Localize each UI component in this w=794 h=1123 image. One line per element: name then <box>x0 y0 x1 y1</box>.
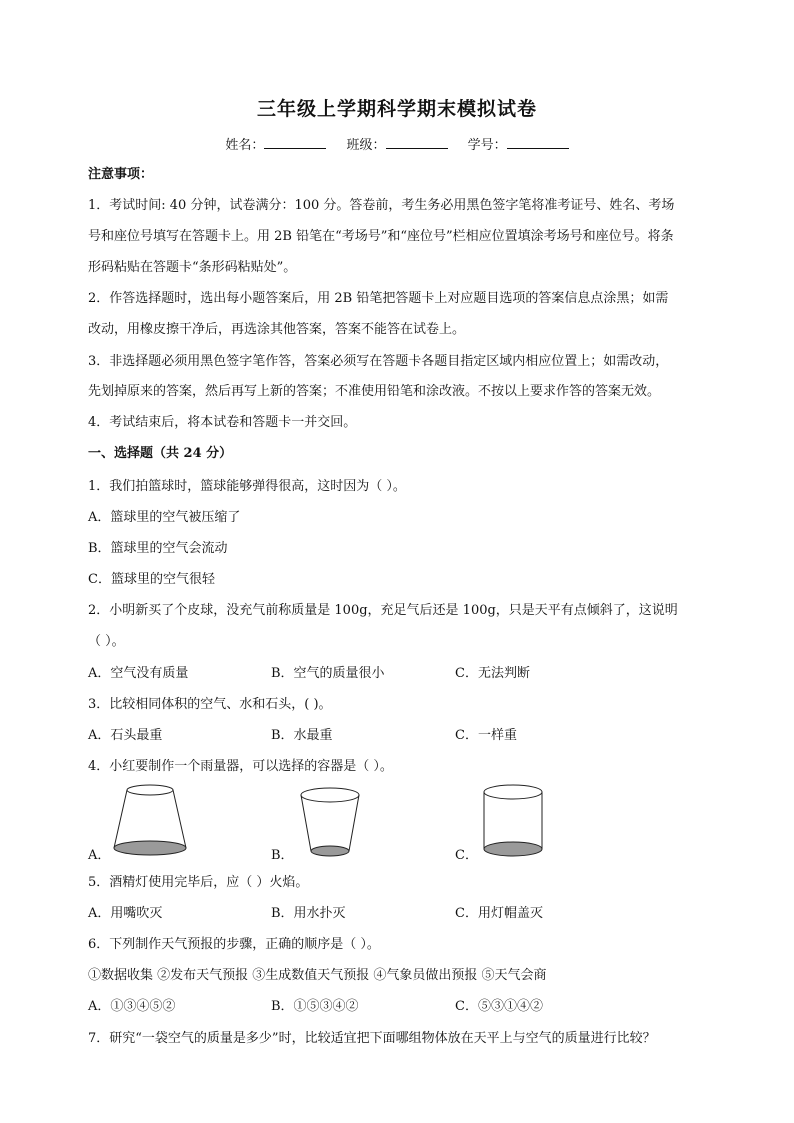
question-5-stem: 5．酒精灯使用完毕后，应（ ）火焰。 <box>88 875 309 890</box>
question-1-option-c: C．篮球里的空气很轻 <box>88 572 215 587</box>
question-2-option-c: C．无法判断 <box>455 666 530 681</box>
question-6-stem: 6．下列制作天气预报的步骤，正确的顺序是（ ）。 <box>88 937 380 952</box>
question-2-stem: 2．小明新买了个皮球，没充气前称质量是 100g，充足气后还是 100g，只是天平有点倾斜了，这说明 <box>88 603 678 618</box>
question-5-option-b: B．用水扑灭 <box>271 906 346 921</box>
notes-line: 4．考试结束后，将本试卷和答题卡一并交回。 <box>88 415 357 430</box>
name-label: 姓名： <box>225 138 265 153</box>
name-blank[interactable] <box>264 136 326 149</box>
id-label: 学号： <box>467 138 507 153</box>
question-4-option-a: A． <box>88 848 111 863</box>
question-3-option-c: C．一样重 <box>455 728 517 743</box>
question-3-option-a: A．石头最重 <box>88 728 163 743</box>
student-info-row <box>0 134 794 153</box>
question-1-option-a: A．篮球里的空气被压缩了 <box>88 510 241 525</box>
question-6-option-c: C．⑤③①④② <box>455 999 543 1014</box>
page-title: 三年级上学期科学期末模拟试卷 <box>256 98 537 120</box>
question-4-option-b: B． <box>271 848 294 863</box>
question-6-steps: ①数据收集 ②发布天气预报 ③生成数值天气预报 ④气象员做出预报 ⑤天气会商 <box>88 968 547 983</box>
question-1-option-b: B．篮球里的空气会流动 <box>88 541 228 556</box>
container-b-image <box>298 786 362 862</box>
question-7-stem: 7．研究“一袋空气的质量是多少”时，比较适宜把下面哪组物体放在天平上与空气的质量进行比较？ <box>88 1031 656 1046</box>
class-label: 班级： <box>346 138 386 153</box>
notes-line: 3．非选择题必须用黑色签字笔作答，答案必须写在答题卡各题目指定区域内相应位置上；如需改动， <box>88 354 669 369</box>
notes-line: 改动，用橡皮擦干净后，再选涂其他答案，答案不能答在试卷上。 <box>88 322 466 337</box>
question-5-option-c: C．用灯帽盖灭 <box>455 906 543 921</box>
question-4-stem: 4．小红要制作一个雨量器，可以选择的容器是（ ）。 <box>88 759 393 774</box>
notes-line: 1．考试时间: 40 分钟，试卷满分：100 分。答卷前，考生务必用黑色签字笔将准考证号、姓名、考场 <box>88 198 675 213</box>
section-heading: 一、选择题（共 24 分） <box>88 446 233 461</box>
notes-line: 形码粘贴在答题卡“条形码粘贴处”。 <box>88 260 297 275</box>
id-blank[interactable] <box>507 136 569 149</box>
question-2-option-a: A．空气没有质量 <box>88 666 189 681</box>
question-4-option-c: C． <box>455 848 478 863</box>
question-5-option-a: A．用嘴吹灭 <box>88 906 163 921</box>
question-2-stem-cont: （ ）。 <box>88 634 125 649</box>
notes-heading: 注意事项： <box>88 167 154 182</box>
question-2-option-b: B．空气的质量很小 <box>271 666 385 681</box>
container-a-image <box>110 780 190 860</box>
question-1-stem: 1．我们拍篮球时，篮球能够弹得很高，这时因为（ ）。 <box>88 479 406 494</box>
container-c-image <box>481 783 545 863</box>
notes-line: 先划掉原来的答案，然后再写上新的答案；不准使用铅笔和涂改液。不按以上要求作答的答案无效。 <box>88 384 661 399</box>
question-3-stem: 3．比较相同体积的空气、水和石头，( )。 <box>88 697 332 712</box>
question-3-option-b: B．水最重 <box>271 728 333 743</box>
question-6-option-a: A．①③④⑤② <box>88 999 176 1014</box>
question-6-option-b: B．①⑤③④② <box>271 999 359 1014</box>
notes-line: 号和座位号填写在答题卡上。用 2B 铅笔在“考场号”和“座位号”栏相应位置填涂考场号和座位号。将条 <box>88 229 674 244</box>
class-blank[interactable] <box>386 136 448 149</box>
notes-line: 2．作答选择题时，选出每小题答案后，用 2B 铅笔把答题卡上对应题目选项的答案信息点涂黑；如需 <box>88 291 669 306</box>
